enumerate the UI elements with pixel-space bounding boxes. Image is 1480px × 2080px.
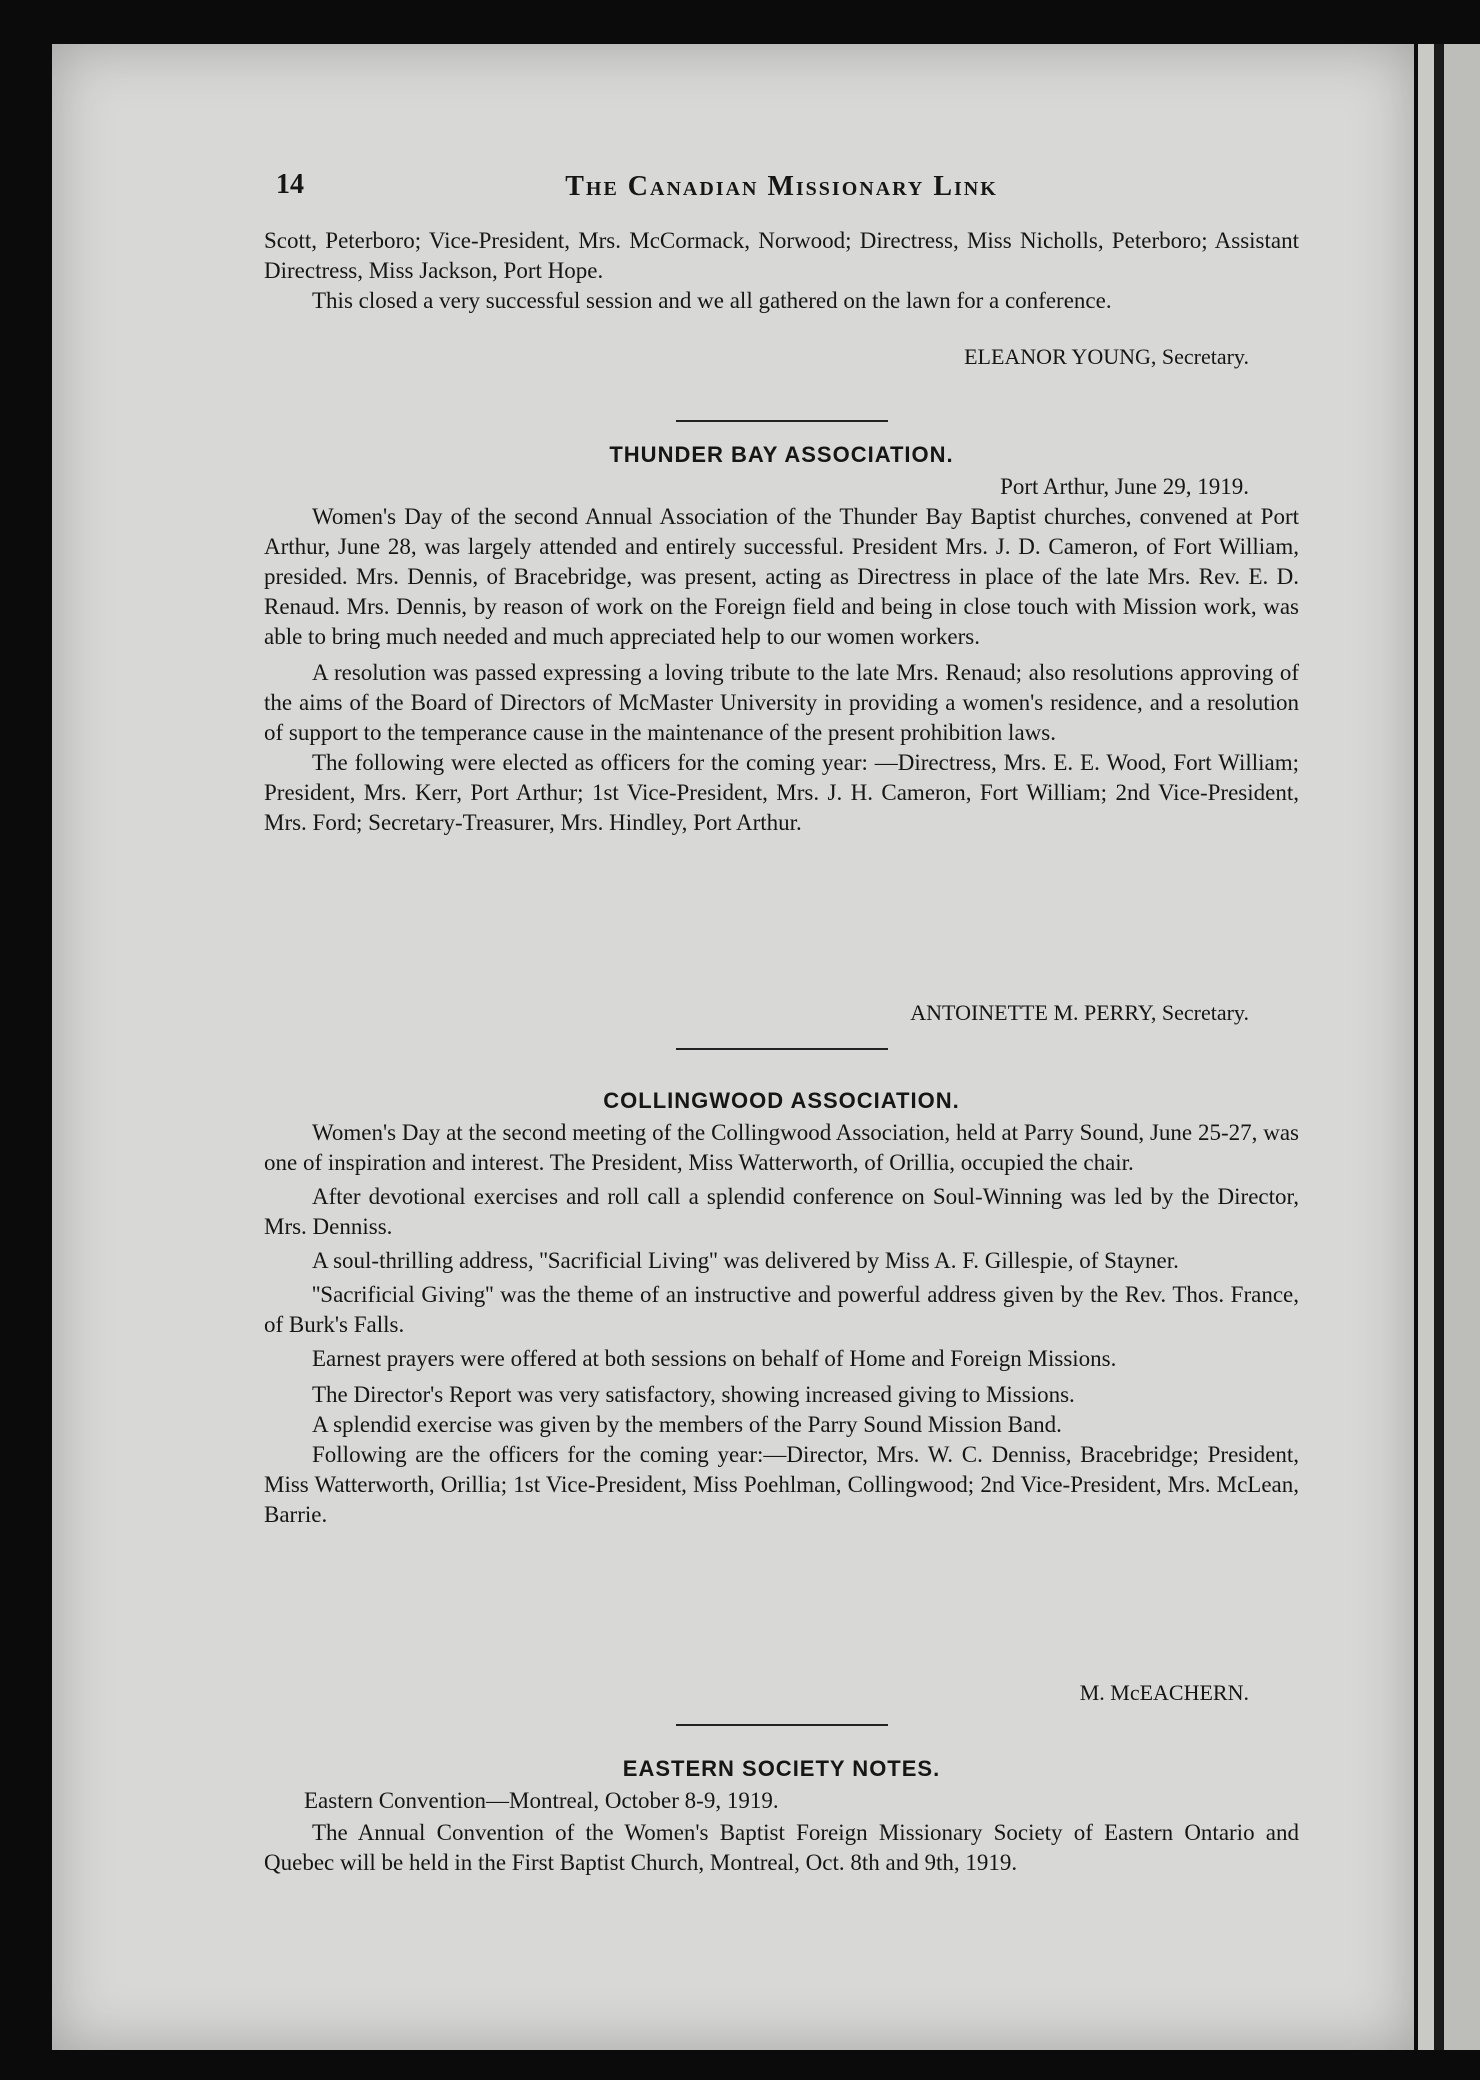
body-paragraph: Following are the officers for the coming year:—Director, Mrs. W. C. Denniss, Bracebridge; President, Miss Watterworth, Orillia; 1st Vice-President, Miss Poehlman, Collingwood; 2nd Vice-President, Mrs. McLean, Barrie. xyxy=(264,1442,1299,1527)
body-paragraph: After devotional exercises and roll call a splendid conference on Soul-Winning was led by the Director, Mrs. Denniss. xyxy=(264,1184,1299,1239)
eastern-text xyxy=(264,1818,1299,1878)
collingwood-text xyxy=(264,1118,1299,1530)
body-paragraph: Earnest prayers were offered at both sessions on behalf of Home and Foreign Missions. xyxy=(312,1346,1117,1371)
page-number: 14 xyxy=(276,169,304,200)
scanned-page xyxy=(52,44,1414,2050)
body-paragraph: Women's Day of the second Annual Association of the Thunder Bay Baptist churches, convened at Port Arthur, June 28, was largely attended and entirely successful. President Mrs. J. D. Cameron, of Fort William, presided. Mrs. Dennis, of Bracebridge, was present, acting as Directress in place of the late Mrs. Rev. E. D. Renaud. Mrs. Dennis, by reason of work on the Foreign field and being in close touch with Mission work, was able to bring much needed and much appreciated help to our women workers. xyxy=(264,504,1299,649)
body-paragraph: The Annual Convention of the Women's Baptist Foreign Missionary Society of Eastern Ontario and Quebec will be held in the First Baptist Church, Montreal, Oct. 8th and 9th, 1919. xyxy=(264,1820,1299,1875)
signature: M. McEACHERN. xyxy=(1079,1680,1249,1705)
section-heading: THUNDER BAY ASSOCIATION. xyxy=(609,442,954,467)
body-paragraph: ''Sacrificial Giving'' was the theme of an instructive and powerful address given by the Rev. Thos. France, of Burk's Falls. xyxy=(264,1282,1299,1337)
thunder-bay-text xyxy=(264,502,1299,838)
intro-text xyxy=(264,226,1299,316)
section-divider xyxy=(676,420,888,422)
section-divider xyxy=(676,1724,888,1726)
intro-paragraph: This closed a very successful session and we all gathered on the lawn for a conference. xyxy=(312,288,1112,313)
adjacent-page-strip xyxy=(1444,44,1480,2050)
dateline: Eastern Convention—Montreal, October 8-9, 1919. xyxy=(304,1788,779,1813)
page-edge xyxy=(1418,44,1434,2050)
body-paragraph: The following were elected as officers for the coming year: —Directress, Mrs. E. E. Wood, Fort William; President, Mrs. Kerr, Port Arthur; 1st Vice-President, Mrs. J. H. Cameron, Fort William; 2nd Vice-President, Mrs. Ford; Secretary-Treasurer, Mrs. Hindley, Port Arthur. xyxy=(264,750,1299,835)
signature: ELEANOR YOUNG, Secretary. xyxy=(964,344,1249,369)
page-header xyxy=(264,170,1299,210)
body-paragraph: A soul-thrilling address, ''Sacrificial Living'' was delivered by Miss A. F. Gillespie, of Stayner. xyxy=(312,1248,1179,1273)
body-paragraph: A resolution was passed expressing a loving tribute to the late Mrs. Renaud; also resolutions approving of the aims of the Board of Directors of McMaster University in providing a women's residence, and a resolution of support to the temperance cause in the maintenance of the present prohibition laws. xyxy=(264,660,1299,745)
intro-paragraph: Scott, Peterboro; Vice-President, Mrs. McCormack, Norwood; Directress, Miss Nicholls, Peterboro; Assistant Directress, Miss Jackson, Port Hope. xyxy=(264,228,1299,283)
section-heading: COLLINGWOOD ASSOCIATION. xyxy=(603,1088,960,1113)
signature: ANTOINETTE M. PERRY, Secretary. xyxy=(910,1000,1249,1025)
body-paragraph: A splendid exercise was given by the members of the Parry Sound Mission Band. xyxy=(312,1412,1062,1437)
dateline: Port Arthur, June 29, 1919. xyxy=(1000,474,1249,499)
body-paragraph: The Director's Report was very satisfactory, showing increased giving to Missions. xyxy=(312,1382,1075,1407)
body-paragraph: Women's Day at the second meeting of the Collingwood Association, held at Parry Sound, June 25-27, was one of inspiration and interest. The President, Miss Watterworth, of Orillia, occupied the chair. xyxy=(264,1120,1299,1175)
section-divider xyxy=(676,1048,888,1050)
section-heading: EASTERN SOCIETY NOTES. xyxy=(622,1756,941,1781)
running-title: The Canadian Missionary Link xyxy=(565,171,998,202)
page-gutter xyxy=(1434,44,1444,2050)
